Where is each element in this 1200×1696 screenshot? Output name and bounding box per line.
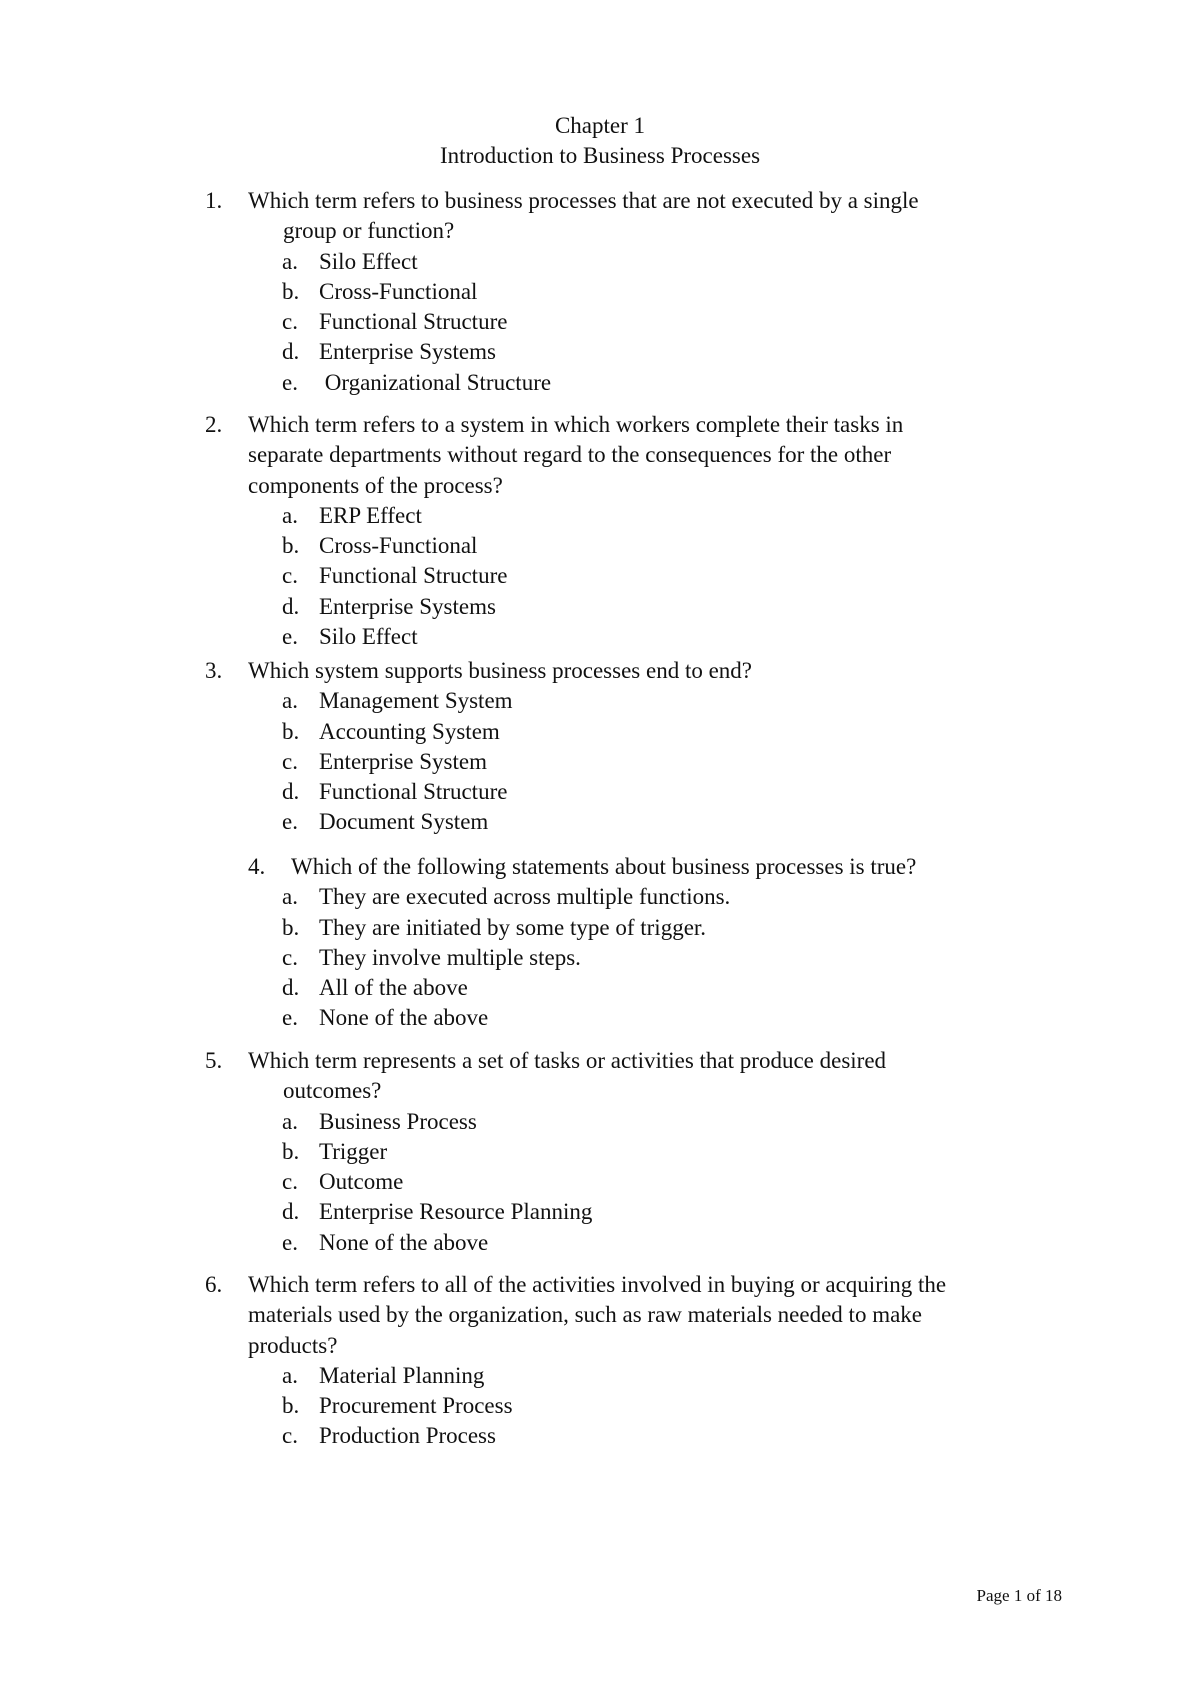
option-letter: e. — [282, 1229, 298, 1255]
option-text: Procurement Process — [319, 1393, 513, 1419]
option-text: Enterprise Systems — [319, 593, 496, 619]
option-letter: a. — [282, 1108, 298, 1134]
option-text: Cross-Functional — [319, 278, 478, 304]
answer-option — [282, 717, 752, 747]
answer-option — [282, 1197, 886, 1227]
option-letter: c. — [282, 309, 298, 335]
option-text: They are executed across multiple functions. — [319, 884, 731, 910]
question-text-line — [205, 186, 919, 216]
question-text-line — [205, 1046, 886, 1076]
answer-option — [282, 368, 919, 398]
option-letter: a. — [282, 502, 298, 528]
question-text-line — [205, 471, 903, 501]
question-number: 5. — [205, 1048, 223, 1073]
option-text: All of the above — [319, 975, 468, 1001]
question-number: 6. — [205, 1272, 223, 1297]
option-letter: c. — [282, 944, 298, 970]
option-text: None of the above — [319, 1229, 489, 1255]
question-text-line — [205, 1331, 946, 1361]
option-text: None of the above — [319, 1005, 489, 1031]
answer-option — [282, 747, 752, 777]
option-letter: d. — [282, 975, 300, 1001]
option-text: Functional Structure — [319, 563, 508, 589]
answer-option — [282, 592, 903, 622]
answer-option — [282, 913, 916, 943]
answer-option — [282, 307, 919, 337]
option-letter: b. — [282, 278, 300, 304]
option-text: Silo Effect — [319, 624, 418, 650]
option-text: Management System — [319, 688, 513, 714]
option-text: Enterprise Systems — [319, 339, 496, 365]
answer-option — [282, 973, 916, 1003]
option-text: They involve multiple steps. — [319, 944, 581, 970]
option-letter: a. — [282, 688, 298, 714]
option-letter: c. — [282, 748, 298, 774]
question-number: 3. — [205, 658, 223, 683]
answer-option — [282, 531, 903, 561]
option-text: Enterprise Resource Planning — [319, 1199, 593, 1225]
option-text: Accounting System — [319, 718, 500, 744]
question-text: Which of the following statements about business processes is true? — [291, 854, 917, 879]
question-text: Which term refers to a system in which workers complete their tasks in — [248, 412, 904, 437]
question-text-line — [205, 1076, 886, 1106]
answer-options — [205, 1361, 946, 1452]
answer-options — [248, 882, 916, 1033]
option-text: Material Planning — [319, 1362, 485, 1388]
question-number: 4. — [248, 854, 266, 879]
answer-options — [205, 247, 919, 398]
page-number: Page 1 of 18 — [976, 1586, 1062, 1605]
question-4 — [248, 852, 916, 1034]
option-letter: c. — [282, 1423, 298, 1449]
option-letter: e. — [282, 624, 298, 650]
option-text: They are initiated by some type of trigger. — [319, 914, 707, 940]
question-text: Which term refers to business processes that are not executed by a single — [248, 188, 919, 213]
answer-option — [282, 501, 903, 531]
option-letter: b. — [282, 533, 300, 559]
answer-option — [282, 247, 919, 277]
option-letter: d. — [282, 339, 300, 365]
option-letter: d. — [282, 593, 300, 619]
option-text: Enterprise System — [319, 748, 487, 774]
question-text: Which system supports business processes end to end? — [248, 658, 753, 683]
answer-option — [282, 1137, 886, 1167]
question-text: group or function? — [283, 218, 455, 244]
question-text: separate departments without regard to the consequences for the other — [248, 442, 892, 468]
answer-option — [282, 1391, 946, 1421]
question-number: 1. — [205, 188, 223, 213]
question-1 — [205, 186, 919, 398]
question-2 — [205, 410, 903, 652]
answer-option — [282, 807, 752, 837]
option-letter: c. — [282, 563, 298, 589]
question-text: Which term refers to all of the activities involved in buying or acquiring the — [248, 1272, 947, 1297]
option-text: Business Process — [319, 1108, 477, 1134]
option-text: Silo Effect — [319, 248, 418, 274]
option-letter: a. — [282, 884, 298, 910]
answer-option — [282, 1107, 886, 1137]
question-text-line — [205, 440, 903, 470]
option-letter: e. — [282, 369, 298, 395]
option-text: Functional Structure — [319, 779, 508, 805]
answer-option — [282, 1228, 886, 1258]
option-text: ERP Effect — [319, 502, 422, 528]
option-letter: a. — [282, 248, 298, 274]
answer-option — [282, 882, 916, 912]
question-5 — [205, 1046, 886, 1258]
answer-option — [282, 622, 903, 652]
question-text: materials used by the organization, such as raw materials needed to make — [248, 1302, 923, 1328]
answer-options — [205, 1107, 886, 1258]
option-text: Production Process — [319, 1423, 496, 1449]
option-letter: a. — [282, 1362, 298, 1388]
chapter-title: Introduction to Business Processes — [439, 143, 761, 168]
option-text: Cross-Functional — [319, 533, 478, 559]
question-3 — [205, 656, 752, 838]
question-text: outcomes? — [283, 1078, 382, 1104]
answer-option — [282, 277, 919, 307]
option-letter: b. — [282, 1393, 300, 1419]
answer-option — [282, 943, 916, 973]
answer-option — [282, 686, 752, 716]
question-text-line — [205, 1270, 946, 1300]
answer-option — [282, 561, 903, 591]
answer-option — [282, 1003, 916, 1033]
option-text: Document System — [319, 809, 489, 835]
question-6 — [205, 1270, 946, 1452]
option-text: Trigger — [319, 1138, 388, 1164]
answer-options — [205, 501, 903, 652]
question-text: Which term represents a set of tasks or activities that produce desired — [248, 1048, 887, 1073]
option-letter: b. — [282, 914, 300, 940]
answer-option — [282, 1421, 946, 1451]
question-text-line — [205, 216, 919, 246]
answer-option — [282, 777, 752, 807]
question-number: 2. — [205, 412, 223, 437]
option-text: Organizational Structure — [319, 369, 552, 395]
answer-option — [282, 1361, 946, 1391]
option-text: Functional Structure — [319, 309, 508, 335]
answer-options — [205, 686, 752, 837]
answer-option — [282, 337, 919, 367]
question-text-line — [205, 656, 752, 686]
question-text: products? — [248, 1332, 338, 1358]
question-text: components of the process? — [248, 472, 503, 498]
option-letter: e. — [282, 809, 298, 835]
question-text-line — [248, 852, 916, 882]
answer-option — [282, 1167, 886, 1197]
chapter-heading: Chapter 1 — [554, 113, 646, 138]
option-letter: e. — [282, 1005, 298, 1031]
option-letter: d. — [282, 1199, 300, 1225]
option-letter: c. — [282, 1169, 298, 1195]
option-text: Outcome — [319, 1169, 404, 1195]
question-text-line — [205, 410, 903, 440]
option-letter: d. — [282, 779, 300, 805]
option-letter: b. — [282, 1138, 300, 1164]
option-letter: b. — [282, 718, 300, 744]
question-text-line — [205, 1300, 946, 1330]
